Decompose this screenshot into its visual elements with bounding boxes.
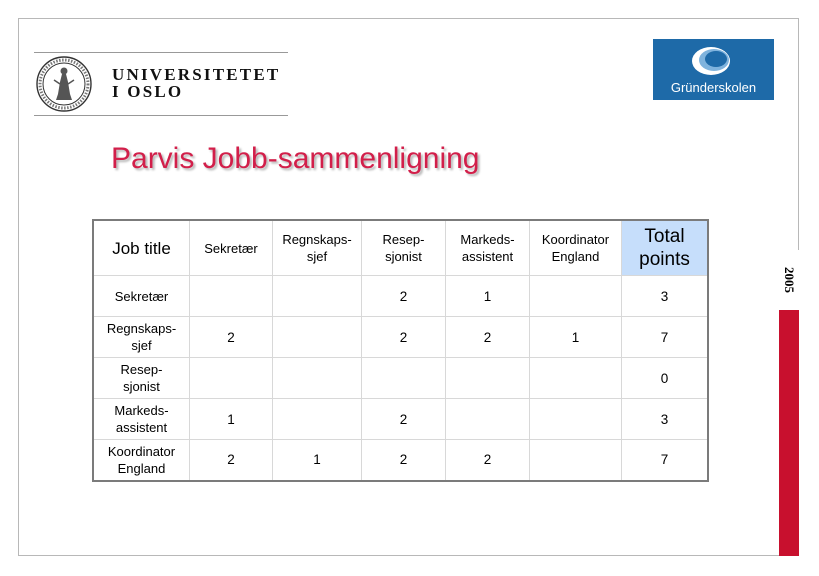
- uio-name-line2: I OSLO: [112, 82, 184, 101]
- row-label-line2: England: [117, 460, 166, 476]
- table-cell: [530, 276, 622, 317]
- total-cell: 7: [622, 317, 709, 358]
- logo-rule-bottom: [34, 115, 288, 116]
- row-label-line2: sjonist: [123, 379, 160, 394]
- col-header-line2: sjef: [306, 249, 328, 264]
- col-header-line1: Regnskaps-: [282, 232, 352, 247]
- col-header: [446, 220, 530, 276]
- table-cell: 1: [530, 317, 622, 358]
- row-label: [93, 399, 190, 440]
- total-cell: 3: [622, 399, 709, 440]
- table-cell: 2: [446, 440, 530, 481]
- logo-rule-top: [34, 52, 288, 53]
- col-header: [362, 220, 446, 276]
- table-cell: 2: [362, 276, 446, 317]
- comparison-table: [92, 219, 709, 482]
- table-cell: [273, 317, 362, 358]
- table-cell: [190, 276, 273, 317]
- row-label-line2: assistent: [115, 420, 168, 435]
- col-header-line1: Resep-: [382, 232, 425, 247]
- total-header-line1: Total: [644, 226, 685, 247]
- table-cell: 1: [190, 399, 273, 440]
- table-cell: [273, 358, 362, 399]
- total-cell: 0: [622, 358, 709, 399]
- table-cell: [530, 358, 622, 399]
- table-row: [93, 317, 708, 358]
- table-row: [93, 440, 708, 481]
- table-cell: 2: [362, 399, 446, 440]
- table-row: [93, 276, 708, 317]
- table-cell: [273, 276, 362, 317]
- row-label-line1: Koordinator: [107, 443, 176, 459]
- grunderskolen-name: Gründerskolen: [670, 80, 757, 95]
- uio-logo: [34, 52, 288, 116]
- table-cell: [446, 358, 530, 399]
- table-cell: [362, 358, 446, 399]
- table-cell: [530, 440, 622, 481]
- col-header: [530, 220, 622, 276]
- col-header-line1: Sekretær: [204, 240, 258, 256]
- row-label-line1: Regnskaps-: [106, 321, 177, 336]
- col-header-line2: assistent: [461, 249, 514, 264]
- slide-title: Parvis Jobb-sammenligning: [111, 142, 480, 175]
- total-header-line2: points: [639, 249, 690, 270]
- table-row: [93, 399, 708, 440]
- year-text: 2005: [782, 267, 797, 293]
- uio-name: [112, 66, 280, 100]
- table-cell: 2: [362, 440, 446, 481]
- col-header-line1: Markeds-: [460, 232, 515, 247]
- total-header: [622, 220, 709, 276]
- table-cell: 1: [446, 276, 530, 317]
- table-cell: 1: [273, 440, 362, 481]
- uio-name-line1: UNIVERSITETET: [112, 65, 281, 84]
- row-label-line1: Sekretær: [114, 288, 169, 304]
- col-header: [273, 220, 362, 276]
- col-header-line2: England: [551, 249, 600, 264]
- col-header-line2: sjonist: [385, 249, 422, 264]
- row-label-line2: sjef: [131, 338, 152, 353]
- row-label: [93, 276, 190, 317]
- total-cell: 3: [622, 276, 709, 317]
- table-cell: [273, 399, 362, 440]
- col-header: [190, 220, 273, 276]
- uio-seal-icon: [34, 54, 98, 114]
- row-label-line1: Resep-: [120, 362, 163, 377]
- corner-header: Job title: [93, 220, 190, 276]
- table-row: [93, 358, 708, 399]
- row-label: [93, 440, 190, 481]
- total-cell: 7: [622, 440, 709, 481]
- row-label: [93, 358, 190, 399]
- table-header-row: [93, 220, 708, 276]
- table-cell: [446, 399, 530, 440]
- year-label: [779, 250, 799, 310]
- table-cell: 2: [190, 317, 273, 358]
- row-label: [93, 317, 190, 358]
- grunderskolen-logo: [653, 39, 774, 100]
- table-cell: 2: [190, 440, 273, 481]
- table-cell: 2: [446, 317, 530, 358]
- row-label-line1: Markeds-: [114, 403, 169, 418]
- grunderskolen-mark-icon: [687, 44, 739, 78]
- table-cell: 2: [362, 317, 446, 358]
- table-cell: [190, 358, 273, 399]
- col-header-line1: Koordinator: [541, 232, 610, 247]
- table-cell: [530, 399, 622, 440]
